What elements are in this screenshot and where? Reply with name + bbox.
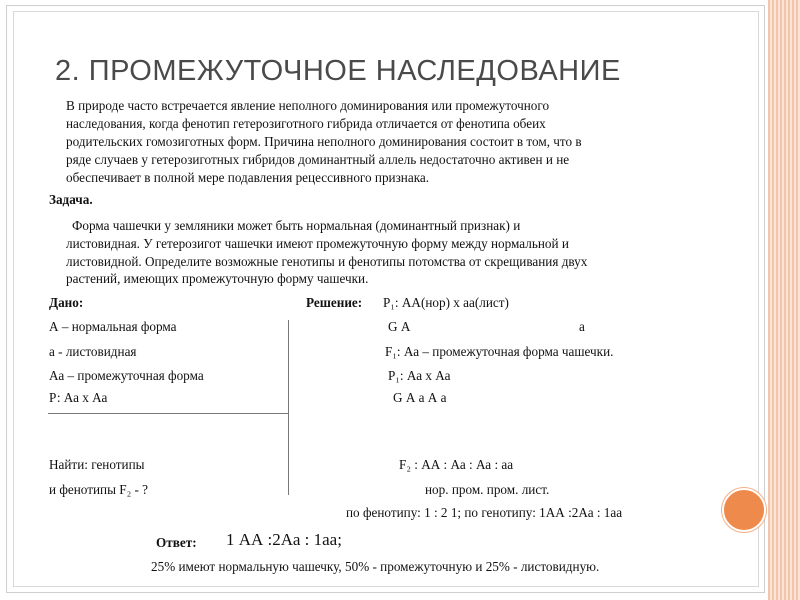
answer-genotype: 1 АА :2Аа : 1аа; bbox=[226, 530, 342, 549]
intro-line: наследования, когда фенотип гетерозиготного гибрида отличается от фенотипа обеих bbox=[66, 116, 546, 131]
solution-f1: F₁: Аа – промежуточная форма чашечки. bbox=[385, 344, 614, 359]
given-divider-horizontal bbox=[48, 413, 289, 414]
answer-phenotype: 25% имеют нормальную чашечку, 50% - промежуточную и 25% - листовидную. bbox=[151, 559, 600, 574]
solution-ratio: по фенотипу: 1 : 2 1; по генотипу: 1АА :2Аа : 1аа bbox=[346, 505, 623, 520]
given-line: Аа – промежуточная форма bbox=[49, 368, 204, 383]
intro-line: обеспечивает в полной мере подавления рецессивного признака. bbox=[66, 170, 430, 185]
given-divider-vertical bbox=[288, 320, 289, 495]
solution-label: Решение: bbox=[306, 295, 363, 310]
solution-p1-parents: Р₁: АА(нор) х аа(лист) bbox=[383, 295, 509, 310]
given-line: а - листовидная bbox=[49, 344, 137, 359]
solution-g1-recessive: а bbox=[579, 319, 585, 334]
slide-title: 2. ПРОМЕЖУТОЧНОЕ НАСЛЕДОВАНИЕ bbox=[55, 55, 621, 87]
task-line: Форма чашечки у земляники может быть нормальная (доминантный признак) и bbox=[72, 218, 521, 233]
decorative-circle-icon bbox=[722, 488, 766, 532]
task-line: листовидной. Определите возможные генотипы и фенотипы потомства от скрещивания двух bbox=[66, 254, 588, 269]
intro-line: родительских гомозиготных форм. Причина неполного доминирования состоит в том, что в bbox=[66, 134, 582, 149]
find-line: и фенотипы F₂ - ? bbox=[49, 482, 149, 497]
solution-g2: G А а А а bbox=[393, 390, 447, 405]
solution-f2: F₂ : АА : Аа : Аа : аа bbox=[399, 457, 514, 472]
answer-label: Ответ: bbox=[156, 535, 197, 550]
solution-g1: G А bbox=[388, 319, 411, 334]
given-line: А – нормальная форма bbox=[49, 319, 177, 334]
task-line: листовидная. У гетерозигот чашечки имеют промежуточную форму между нормальной и bbox=[66, 236, 569, 251]
intro-line: ряде случаев у гетерозиготных гибридов доминантный аллель недостаточно активен и не bbox=[66, 152, 570, 167]
solution-f2-phenotypes: нор. пром. пром. лист. bbox=[425, 482, 550, 497]
find-line: Найти: генотипы bbox=[49, 457, 145, 472]
given-label: Дано: bbox=[49, 295, 84, 310]
task-line: растений, имеющих промежуточную форму чашечки. bbox=[66, 271, 369, 286]
given-line: Р: Аа х Аа bbox=[49, 390, 108, 405]
task-label: Задача. bbox=[49, 192, 93, 207]
intro-line: В природе часто встречается явление неполного доминирования или промежуточного bbox=[66, 98, 550, 113]
decorative-stripe bbox=[768, 0, 800, 600]
solution-p1-cross: Р₁: Аа х Аа bbox=[388, 368, 451, 383]
